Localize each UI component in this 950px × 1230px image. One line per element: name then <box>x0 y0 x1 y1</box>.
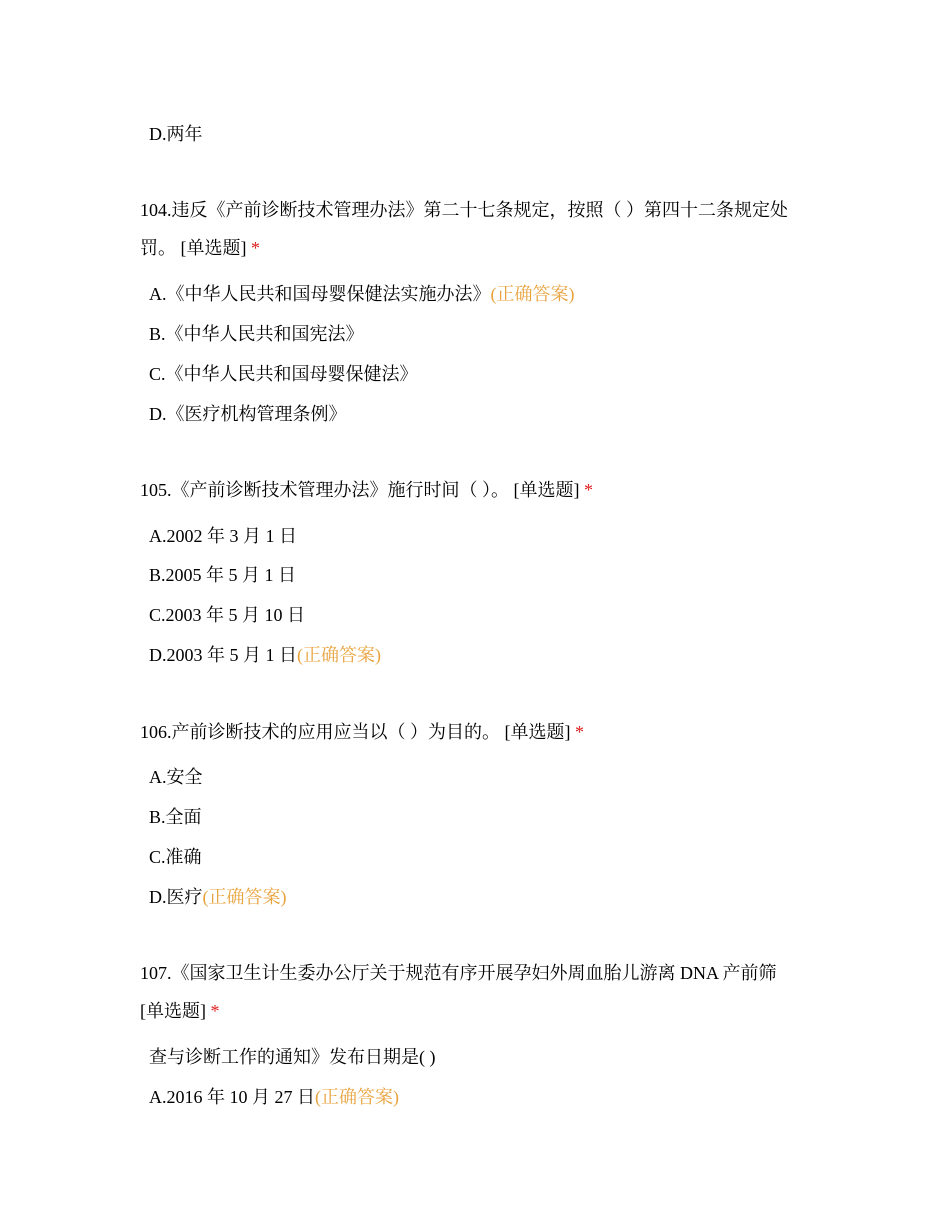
option-label: D.两年 <box>149 124 203 144</box>
option-a <box>149 524 297 548</box>
option-label: C.《中华人民共和国母婴保健法》 <box>149 364 418 384</box>
correct-answer-tag: (正确答案) <box>315 1087 399 1107</box>
option-label: D.医疗 <box>149 887 203 907</box>
option-c <box>149 362 418 386</box>
prev-question-option-d <box>149 122 203 146</box>
option-a <box>149 282 575 306</box>
option-label: B.《中华人民共和国宪法》 <box>149 324 364 344</box>
question-text: 105.《产前诊断技术管理办法》施行时间（ ）。 <box>140 480 509 500</box>
option-label: B.2005 年 5 月 1 日 <box>149 565 297 585</box>
question-107-type-line <box>140 999 220 1023</box>
question-104-text-cont <box>140 236 260 260</box>
required-mark: * <box>584 480 593 500</box>
correct-answer-tag: (正确答案) <box>202 887 287 907</box>
question-text: 104.违反《产前诊断技术管理办法》第二十七条规定，按照（ ）第四十二条规定处 <box>140 200 788 220</box>
required-mark: * <box>575 722 584 742</box>
option-c <box>149 845 202 869</box>
option-label: A.2002 年 3 月 1 日 <box>149 526 297 546</box>
option-label: C.2003 年 5 月 10 日 <box>149 605 306 625</box>
option-label: D.2003 年 5 月 1 日 <box>149 645 297 665</box>
option-b <box>149 322 364 346</box>
required-mark: * <box>251 238 260 258</box>
question-type-tag: [单选题] <box>180 238 247 258</box>
question-105-text <box>140 478 593 502</box>
question-107-text <box>140 961 777 985</box>
question-106-text <box>140 720 584 744</box>
option-d <box>149 402 347 426</box>
option-d <box>149 643 381 667</box>
question-104-text <box>140 198 788 222</box>
option-d <box>149 885 287 909</box>
option-label: C.准确 <box>149 847 202 867</box>
option-label: A.安全 <box>149 767 203 787</box>
option-c <box>149 603 305 627</box>
correct-answer-tag: (正确答案) <box>490 284 575 304</box>
option-label: B.全面 <box>149 807 202 827</box>
question-text: 查与诊断工作的通知》发布日期是( ) <box>149 1047 436 1067</box>
question-text: 106.产前诊断技术的应用应当以（ ）为目的。 <box>140 722 500 742</box>
option-b <box>149 563 296 587</box>
question-text: 107.《国家卫生计生委办公厅关于规范有序开展孕妇外周血胎儿游离 DNA 产前筛 <box>140 963 777 983</box>
question-type-tag: [单选题] <box>513 480 580 500</box>
option-a <box>149 1085 399 1109</box>
option-a <box>149 765 203 789</box>
correct-answer-tag: (正确答案) <box>297 645 381 665</box>
question-type-tag: [单选题] <box>140 1001 206 1021</box>
option-label: D.《医疗机构管理条例》 <box>149 404 347 424</box>
option-label: A.2016 年 10 月 27 日 <box>149 1087 315 1107</box>
question-107-text-cont <box>149 1045 436 1069</box>
question-text: 罚。 <box>140 238 176 258</box>
option-b <box>149 805 202 829</box>
required-mark: * <box>210 1001 220 1021</box>
question-type-tag: [单选题] <box>504 722 571 742</box>
option-label: A.《中华人民共和国母婴保健法实施办法》 <box>149 284 491 304</box>
